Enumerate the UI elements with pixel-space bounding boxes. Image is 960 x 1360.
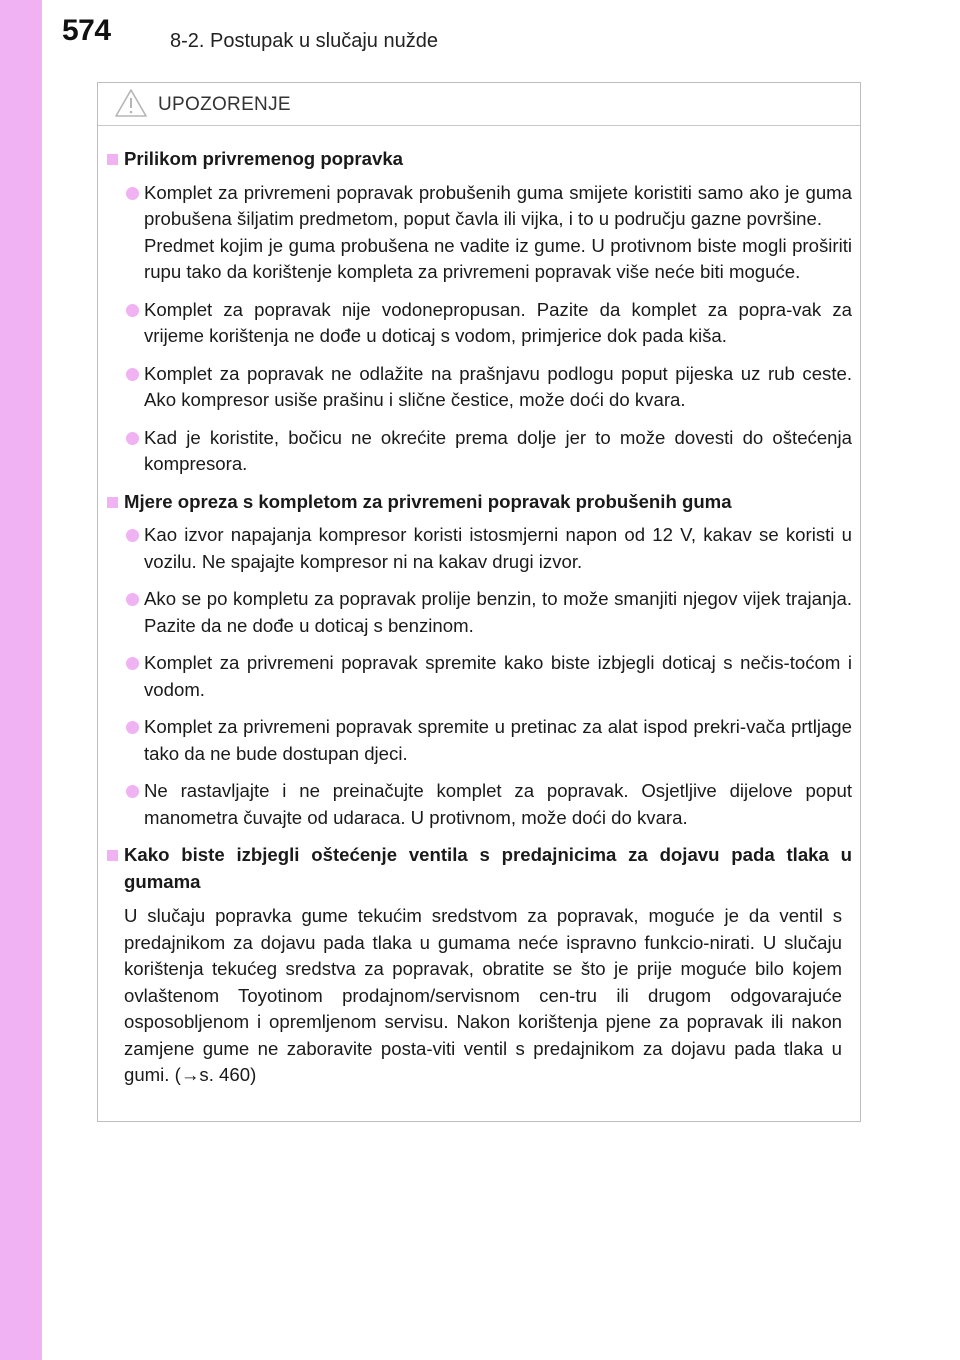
list-item <box>106 714 852 767</box>
list-item <box>106 650 852 703</box>
item-text: Ako se po kompletu za popravak prolije benzin, to može smanjiti njegov vijek trajanja. Pazite da ne dođe u doticaj s benzinom. <box>144 588 852 636</box>
round-bullet-icon <box>126 785 139 798</box>
list-item <box>106 297 852 350</box>
list-item <box>106 522 852 575</box>
item-text: Predmet kojim je guma probušena ne vadite iz gume. U protivnom biste mogli proširiti rupu tako da korištenje kompleta za privremeni popravak više neće biti moguće. <box>144 234 852 282</box>
section-heading: Prilikom privremenog popravka <box>106 146 852 173</box>
item-text: Komplet za popravak ne odlažite na prašnjavu podlogu poput pijeska uz rub ceste. Ako kompresor usiše prašinu i slične čestice, može doći do kvara. <box>144 362 852 410</box>
round-bullet-icon <box>126 657 139 670</box>
square-bullet-icon <box>107 154 118 165</box>
round-bullet-icon <box>126 368 139 381</box>
section-paragraph: U slučaju popravka gume tekućim sredstvom za popravak, moguće je da ventil s predajnikom za dojavu pada tlaka u gumama neće ispravno funkcio-nirati. U slučaju korištenja tekućeg sredstva za popravak, obratite se što je prije moguće bilo kojem ovlaštenom Toyotinom prodajnom/servisnom cen-tru ili drugom odgovarajuće osposobljenom i opremljenom servisu. Nakon korištenja pjene za popravak ili nakon zamjene gume ne zaboravite posta-viti ventil s predajnikom za dojavu pada tlaka u gumi. (→s. 460) <box>124 905 842 1085</box>
list-item <box>106 425 852 478</box>
list-item <box>106 586 852 639</box>
section-temporary-repair <box>106 146 852 478</box>
item-text: Kao izvor napajanja kompresor koristi istosmjerni napon od 12 V, kakav se koristi u vozilu. Ne spajajte kompresor ni na kakav drugi izvor. <box>144 524 852 572</box>
list-item <box>106 180 852 286</box>
section-title: 8-2. Postupak u slučaju nužde <box>170 30 438 52</box>
list-item <box>106 778 852 831</box>
square-bullet-icon <box>107 497 118 508</box>
round-bullet-icon <box>126 187 139 200</box>
list-item <box>106 361 852 414</box>
item-text: Komplet za popravak nije vodonepropusan. Pazite da komplet za popra-vak za vrijeme korištenja ne dođe u doticaj s vodom, primjerice dok pada kiša. <box>144 298 852 346</box>
chapter-tab-bar <box>0 0 42 1360</box>
item-text: Komplet za privremeni popravak probušenih guma smijete koristiti samo ako je guma probušena šiljatim predmetom, poput čavla ili vijka, i to u području gazne površine. <box>144 181 852 229</box>
item-text: Kad je koristite, bočicu ne okrećite prema dolje jer to može dovesti do oštećenja kompresora. <box>144 426 852 474</box>
section-tpms-valve <box>106 842 852 1089</box>
round-bullet-icon <box>126 529 139 542</box>
round-bullet-icon <box>126 304 139 317</box>
warning-header <box>98 83 860 126</box>
section-heading: Kako biste izbjegli oštećenje ventila s predajnicima za dojavu pada tlaka u gumama <box>106 842 852 895</box>
round-bullet-icon <box>126 593 139 606</box>
square-bullet-icon <box>107 850 118 861</box>
round-bullet-icon <box>126 721 139 734</box>
item-text: Komplet za privremeni popravak spremite kako biste izbjegli doticaj s nečis-toćom i vodom. <box>144 652 852 700</box>
section-kit-precautions <box>106 489 852 832</box>
round-bullet-icon <box>126 432 139 445</box>
warning-label: UPOZORENJE <box>158 94 291 115</box>
warning-triangle-icon <box>114 88 148 118</box>
item-text: Komplet za privremeni popravak spremite u pretinac za alat ispod prekri-vača prtljage tako da ne bude dostupan djeci. <box>144 716 852 764</box>
warning-box <box>97 82 861 1122</box>
warning-content <box>98 126 860 1089</box>
page-number: 574 <box>62 14 111 47</box>
section-heading: Mjere opreza s kompletom za privremeni popravak probušenih guma <box>106 489 852 516</box>
item-text: Ne rastavljajte i ne preinačujte komplet za popravak. Osjetljive dijelove poput manometra čuvajte od udaraca. U protivnom, može doći do kvara. <box>144 780 852 828</box>
